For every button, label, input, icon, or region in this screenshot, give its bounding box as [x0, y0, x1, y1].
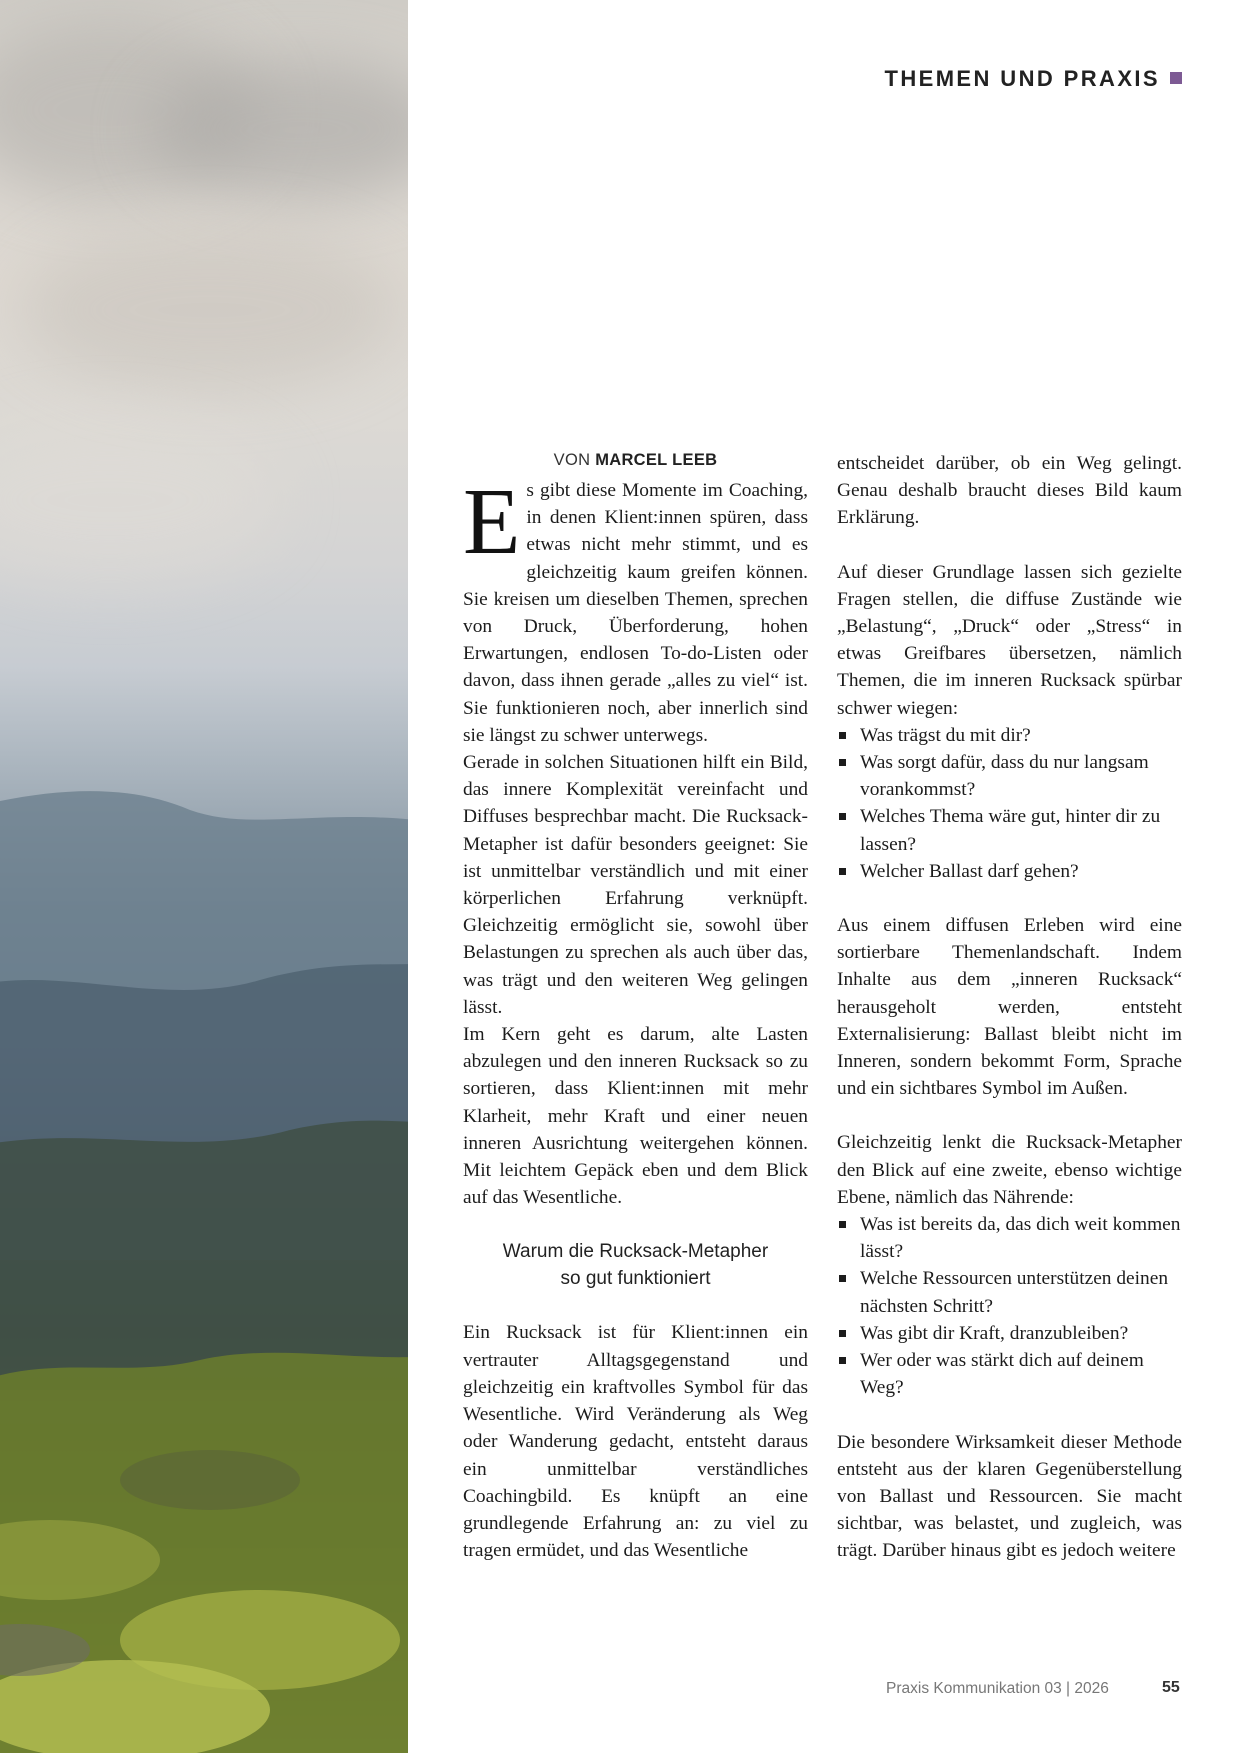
list-item: Was sorgt dafür, dass du nur langsam vorankommst?: [837, 749, 1182, 803]
subheading-line: so gut funktioniert: [560, 1268, 711, 1290]
footer-publication: Praxis Kommunikation 03 | 2026: [886, 1680, 1109, 1697]
byline-prefix: VON: [553, 451, 591, 469]
list-item: Was ist bereits da, das dich weit kommen lässt?: [837, 1211, 1182, 1265]
list-item: Was gibt dir Kraft, dranzubleiben?: [837, 1320, 1182, 1347]
article-paragraph: Auf dieser Grundlage lassen sich gezielte Fragen stellen, die diffuse Zustände wie „Belastung“, „Druck“ oder „Stress“ in etwas Greifbares übersetzen, nämlich Themen, die im inneren Rucksack spürbar schwer wiegen:: [837, 561, 1182, 719]
article-paragraph: entscheidet darüber, ob ein Weg gelingt. Genau deshalb braucht dieses Bild kaum Erklärung.: [837, 453, 1182, 529]
list-item: Welches Thema wäre gut, hinter dir zu lassen?: [837, 803, 1182, 857]
question-list-resources: [837, 1211, 1182, 1401]
section-label-text: THEMEN UND PRAXIS: [884, 66, 1160, 91]
list-item: Wer oder was stärkt dich auf deinem Weg?: [837, 1347, 1182, 1401]
article-paragraph: Gleichzeitig lenkt die Rucksack-Metapher den Blick auf eine zweite, ebenso wichtige Ebene, nämlich das Nährende:: [837, 1132, 1182, 1208]
article-column-right: [837, 450, 1182, 1565]
section-subheading: [463, 1238, 808, 1292]
list-item: Welcher Ballast darf gehen?: [837, 858, 1182, 885]
question-list-burden: [837, 722, 1182, 885]
byline-author: MARCEL LEEB: [595, 451, 718, 469]
list-item: Was trägst du mit dir?: [837, 722, 1182, 749]
article-paragraph: [463, 470, 808, 749]
article-paragraph: Gerade in solchen Situationen hilft ein Bild, das innere Komplexität vereinfacht und Diffuses besprechbar macht. Die Rucksack-Metapher ist dafür besonders geeignet: Sie ist unmittelbar verständlich und mit einer körperlichen Erfahrung verknüpft. Gleichzeitig ermöglicht sie, sowohl über Belastungen zu sprechen als auch über das, was trägt und den weiteren Weg gelingen lässt.: [463, 752, 808, 1018]
page-number: 55: [1162, 1679, 1180, 1696]
subheading-line: Warum die Rucksack-Metapher: [502, 1241, 769, 1263]
article-paragraph: Aus einem diffusen Erleben wird eine sortierbare Themenlandschaft. Indem Inhalte aus dem „inneren Rucksack“ herausgeholt werden, entsteht Externalisierung: Ballast bleibt nicht im Inneren, sondern bekommt Form, Sprache und ein sichtbares Symbol im Außen.: [837, 915, 1182, 1100]
article-paragraph: Im Kern geht es darum, alte Lasten abzulegen und den inneren Rucksack so zu sortieren, dass Klient:innen mit mehr Klarheit, mehr Kraft und einer neuen inneren Ausrichtung weitergehen können. Mit leichtem Gepäck eben und dem Blick auf das Wesentliche.: [463, 1024, 808, 1209]
article-paragraph: Die besondere Wirksamkeit dieser Methode entsteht aus der klaren Gegenüberstellung von Ballast und Ressourcen. Sie macht sichtbar, was belastet, und zugleich, was trägt. Darüber hinaus gibt es jedoch weitere: [837, 1431, 1182, 1562]
paragraph-text: s gibt diese Momente im Coaching, in denen Klient:innen spüren, dass etwas nicht mehr stimmt, und es gleichzeitig kaum greifen können. Sie kreisen um dieselben Themen, sprechen von Druck, Überforderung, hohen Erwartungen, endlosen To-do-Listen oder davon, dass ihnen gerade „alles zu viel“ ist. Sie funktionieren noch, aber innerlich sind sie längst zu schwer unterwegs.: [463, 480, 808, 746]
section-label: [885, 66, 1183, 92]
article-paragraph: Ein Rucksack ist für Klient:innen ein vertrauter Alltagsgegenstand und gleichzeitig ein kraftvolles Symbol für das Wesentliche. Wird Veränderung als Weg oder Wanderung gedacht, entsteht daraus ein unmittelbar verständliches Coachingbild. Es knüpft an eine grundlegende Erfahrung an: zu viel zu tragen ermüdet, und das Wesentliche: [463, 1322, 808, 1562]
article-column-left: [463, 450, 808, 1564]
list-item: Welche Ressourcen unterstützen deinen nächsten Schritt?: [837, 1265, 1182, 1319]
section-marker-icon: [1170, 72, 1182, 84]
landscape-photo: [0, 0, 408, 1753]
dropcap: E: [463, 470, 521, 574]
